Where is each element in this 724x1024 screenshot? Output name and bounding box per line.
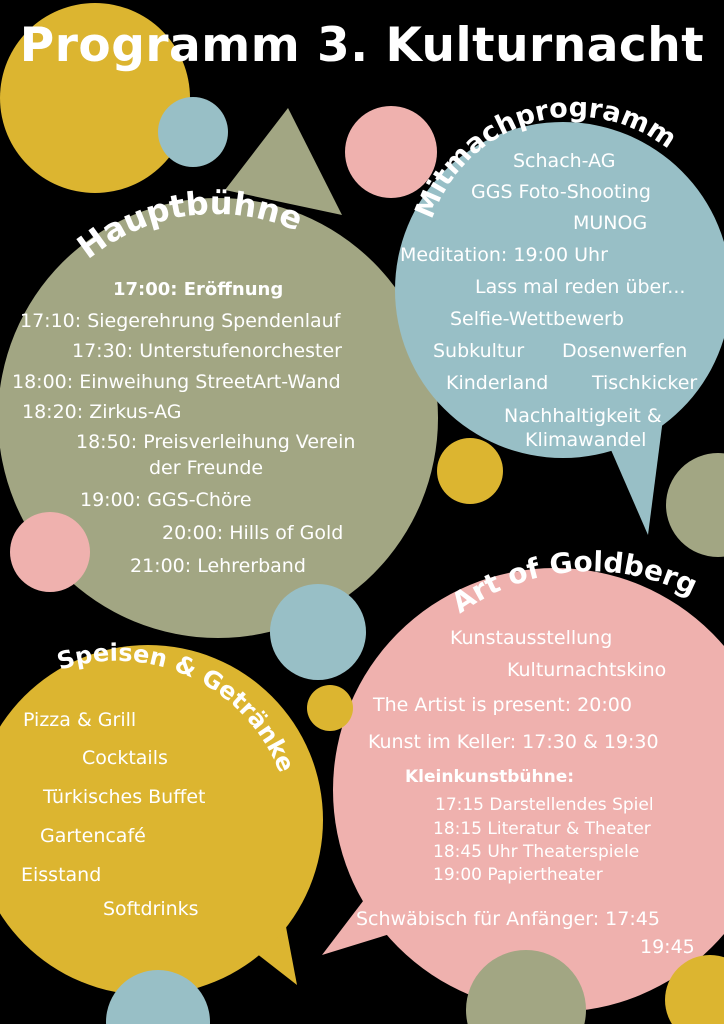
list-item: Kinderland — [446, 372, 549, 394]
list-item: Meditation: 19:00 Uhr — [400, 244, 608, 266]
list-item: Cocktails — [82, 747, 168, 769]
list-item: Gartencafé — [40, 825, 146, 847]
list-item: Kunst im Keller: 17:30 & 19:30 — [368, 731, 659, 753]
list-item: Lass mal reden über... — [475, 276, 686, 298]
list-item: 17:10: Siegerehrung Spendenlauf — [20, 310, 341, 332]
list-item: 19:45 — [640, 936, 695, 958]
mitmach-heading: Mitmachprogramm — [409, 92, 682, 223]
list-item: 18:50: Preisverleihung Verein — [76, 431, 356, 453]
list-item: 18:45 Uhr Theaterspiele — [433, 842, 640, 862]
list-item: Klimawandel — [525, 429, 647, 451]
list-item: Subkultur — [433, 340, 525, 362]
hauptbuehne-heading: Hauptbühne — [70, 183, 309, 267]
list-item: The Artist is present: 20:00 — [373, 694, 632, 716]
page-title: Programm 3. Kulturnacht — [19, 18, 705, 73]
list-item: Kunstausstellung — [450, 627, 613, 649]
list-item: Tischkicker — [592, 372, 698, 394]
list-item: Eisstand — [21, 864, 102, 886]
list-item: Dosenwerfen — [562, 340, 688, 362]
list-item: der Freunde — [149, 457, 264, 479]
speisen-heading: Speisen & Getränke — [53, 638, 301, 777]
list-item: 18:15 Literatur & Theater — [433, 819, 651, 839]
list-item: 20:00: Hills of Gold — [162, 522, 344, 544]
list-item: 17:00: Eröffnung — [113, 279, 284, 300]
list-item: GGS Foto-Shooting — [471, 181, 651, 203]
list-item: 19:00 Papiertheater — [433, 865, 603, 885]
list-item: Softdrinks — [103, 898, 199, 920]
list-item: MUNOG — [573, 212, 648, 234]
list-item: 17:15 Darstellendes Spiel — [435, 795, 654, 815]
list-item: 21:00: Lehrerband — [130, 555, 306, 577]
list-item: 19:00: GGS-Chöre — [80, 489, 252, 511]
list-item: Pizza & Grill — [23, 709, 137, 731]
art-heading: Art of Goldberg — [445, 545, 703, 620]
list-item: Schach-AG — [513, 150, 616, 172]
list-item: Kulturnachtskino — [507, 659, 667, 681]
list-item: 18:00: Einweihung StreetArt-Wand — [12, 371, 341, 393]
list-item: Selfie-Wettbewerb — [450, 308, 624, 330]
list-item: Kleinkunstbühne: — [405, 767, 575, 787]
list-item: 17:30: Unterstufenorchester — [72, 340, 342, 362]
list-item: Schwäbisch für Anfänger: 17:45 — [356, 908, 660, 930]
list-item: 18:20: Zirkus-AG — [22, 401, 182, 423]
list-item: Nachhaltigkeit & — [504, 405, 662, 427]
list-item: Türkisches Buffet — [43, 786, 206, 808]
